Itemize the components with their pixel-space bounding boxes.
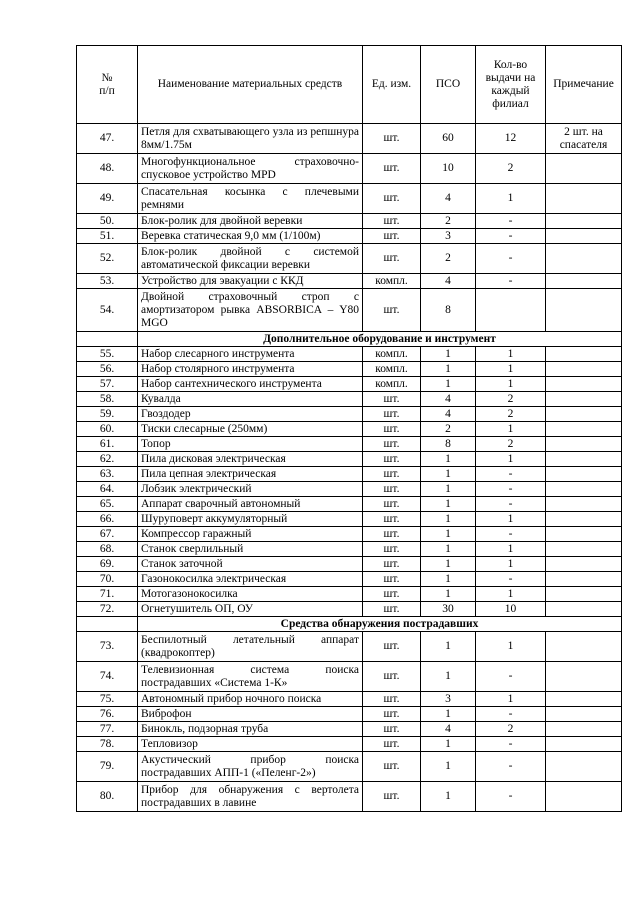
- item-name: Акустический прибор поиска пострадавших АПП-1 («Пеленг-2»): [138, 752, 363, 782]
- section-spacer-cell: [77, 617, 138, 632]
- pso-quantity: 10: [421, 154, 476, 184]
- pso-quantity: 1: [421, 632, 476, 662]
- branch-quantity: 2: [476, 722, 546, 737]
- row-number: 68.: [77, 542, 138, 557]
- item-name: Спасательная косынка с плечевыми ремнями: [138, 184, 363, 214]
- table-row: [77, 527, 622, 542]
- note: [546, 274, 622, 289]
- note: [546, 707, 622, 722]
- unit-of-measure: шт.: [363, 229, 421, 244]
- branch-quantity: 1: [476, 587, 546, 602]
- branch-quantity: 1: [476, 557, 546, 572]
- row-number: 77.: [77, 722, 138, 737]
- branch-quantity: 1: [476, 184, 546, 214]
- table-row: [77, 557, 622, 572]
- table-row: [77, 274, 622, 289]
- table-row: [77, 184, 622, 214]
- item-name: Устройство для эвакуации с ККД: [138, 274, 363, 289]
- note: [546, 214, 622, 229]
- pso-quantity: 8: [421, 437, 476, 452]
- note: [546, 347, 622, 362]
- note: [546, 289, 622, 332]
- table-row: [77, 542, 622, 557]
- pso-quantity: 4: [421, 184, 476, 214]
- pso-quantity: 1: [421, 662, 476, 692]
- row-number: 76.: [77, 707, 138, 722]
- note: [546, 722, 622, 737]
- pso-quantity: 4: [421, 407, 476, 422]
- pso-quantity: 4: [421, 392, 476, 407]
- row-number: 61.: [77, 437, 138, 452]
- table-row: [77, 392, 622, 407]
- branch-quantity: 1: [476, 422, 546, 437]
- branch-quantity: -: [476, 527, 546, 542]
- table-row: [77, 362, 622, 377]
- pso-quantity: 1: [421, 737, 476, 752]
- table-row: [77, 572, 622, 587]
- branch-quantity: [476, 289, 546, 332]
- unit-of-measure: шт.: [363, 737, 421, 752]
- table-body: [77, 124, 622, 812]
- row-number: 66.: [77, 512, 138, 527]
- branch-quantity: 1: [476, 452, 546, 467]
- row-number: 51.: [77, 229, 138, 244]
- equipment-table: [76, 45, 622, 812]
- pso-quantity: 1: [421, 527, 476, 542]
- row-number: 80.: [77, 782, 138, 812]
- item-name: Тепловизор: [138, 737, 363, 752]
- row-number: 59.: [77, 407, 138, 422]
- unit-of-measure: шт.: [363, 437, 421, 452]
- header-note: Примечание: [546, 46, 622, 124]
- note: [546, 362, 622, 377]
- item-name: Станок сверлильный: [138, 542, 363, 557]
- row-number: 49.: [77, 184, 138, 214]
- branch-quantity: -: [476, 467, 546, 482]
- unit-of-measure: шт.: [363, 124, 421, 154]
- pso-quantity: 1: [421, 347, 476, 362]
- row-number: 53.: [77, 274, 138, 289]
- table-row: [77, 347, 622, 362]
- branch-quantity: 1: [476, 362, 546, 377]
- section-spacer-cell: [77, 332, 138, 347]
- pso-quantity: 1: [421, 482, 476, 497]
- item-name: Кувалда: [138, 392, 363, 407]
- pso-quantity: 2: [421, 422, 476, 437]
- section-row: [77, 332, 622, 347]
- pso-quantity: 1: [421, 707, 476, 722]
- row-number: 78.: [77, 737, 138, 752]
- table-row: [77, 737, 622, 752]
- table-row: [77, 229, 622, 244]
- table-row: [77, 602, 622, 617]
- unit-of-measure: компл.: [363, 347, 421, 362]
- unit-of-measure: шт.: [363, 467, 421, 482]
- note: [546, 422, 622, 437]
- note: [546, 662, 622, 692]
- row-number: 56.: [77, 362, 138, 377]
- note: [546, 512, 622, 527]
- table-row: [77, 437, 622, 452]
- row-number: 50.: [77, 214, 138, 229]
- table-row: [77, 782, 622, 812]
- row-number: 60.: [77, 422, 138, 437]
- table-row: [77, 707, 622, 722]
- table-row: [77, 467, 622, 482]
- table-row: [77, 289, 622, 332]
- row-number: 73.: [77, 632, 138, 662]
- unit-of-measure: компл.: [363, 362, 421, 377]
- note: [546, 497, 622, 512]
- unit-of-measure: компл.: [363, 274, 421, 289]
- table-row: [77, 124, 622, 154]
- unit-of-measure: шт.: [363, 692, 421, 707]
- item-name: Шуруповерт аккумуляторный: [138, 512, 363, 527]
- item-name: Топор: [138, 437, 363, 452]
- branch-quantity: 2: [476, 437, 546, 452]
- branch-quantity: -: [476, 782, 546, 812]
- branch-quantity: 1: [476, 542, 546, 557]
- unit-of-measure: шт.: [363, 497, 421, 512]
- note: [546, 482, 622, 497]
- unit-of-measure: шт.: [363, 214, 421, 229]
- item-name: Пила дисковая электрическая: [138, 452, 363, 467]
- unit-of-measure: шт.: [363, 602, 421, 617]
- item-name: Лобзик электрический: [138, 482, 363, 497]
- section-title: Дополнительное оборудование и инструмент: [138, 332, 622, 347]
- note: [546, 467, 622, 482]
- header-unit: Ед. изм.: [363, 46, 421, 124]
- branch-quantity: 1: [476, 347, 546, 362]
- row-number: 54.: [77, 289, 138, 332]
- unit-of-measure: шт.: [363, 452, 421, 467]
- unit-of-measure: шт.: [363, 572, 421, 587]
- note: [546, 692, 622, 707]
- item-name: Автономный прибор ночного поиска: [138, 692, 363, 707]
- unit-of-measure: шт.: [363, 512, 421, 527]
- pso-quantity: 1: [421, 557, 476, 572]
- note: [546, 527, 622, 542]
- pso-quantity: 1: [421, 497, 476, 512]
- unit-of-measure: шт.: [363, 557, 421, 572]
- table-row: [77, 377, 622, 392]
- item-name: Огнетушитель ОП, ОУ: [138, 602, 363, 617]
- item-name: Бинокль, подзорная труба: [138, 722, 363, 737]
- row-number: 48.: [77, 154, 138, 184]
- note: [546, 407, 622, 422]
- pso-quantity: 8: [421, 289, 476, 332]
- unit-of-measure: шт.: [363, 527, 421, 542]
- item-name: Блок-ролик для двойной веревки: [138, 214, 363, 229]
- table-row: [77, 154, 622, 184]
- branch-quantity: -: [476, 274, 546, 289]
- pso-quantity: 2: [421, 214, 476, 229]
- unit-of-measure: шт.: [363, 392, 421, 407]
- unit-of-measure: шт.: [363, 707, 421, 722]
- pso-quantity: 1: [421, 572, 476, 587]
- row-number: 65.: [77, 497, 138, 512]
- branch-quantity: -: [476, 497, 546, 512]
- pso-quantity: 1: [421, 362, 476, 377]
- note: [546, 184, 622, 214]
- note: [546, 229, 622, 244]
- item-name: Станок заточной: [138, 557, 363, 572]
- item-name: Набор столярного инструмента: [138, 362, 363, 377]
- unit-of-measure: шт.: [363, 482, 421, 497]
- row-number: 52.: [77, 244, 138, 274]
- unit-of-measure: шт.: [363, 662, 421, 692]
- note: [546, 632, 622, 662]
- note: [546, 244, 622, 274]
- table-row: [77, 497, 622, 512]
- branch-quantity: 1: [476, 512, 546, 527]
- note: [546, 752, 622, 782]
- pso-quantity: 1: [421, 587, 476, 602]
- row-number: 79.: [77, 752, 138, 782]
- row-number: 71.: [77, 587, 138, 602]
- item-name: Блок-ролик двойной с системой автоматической фиксации веревки: [138, 244, 363, 274]
- table-row: [77, 482, 622, 497]
- branch-quantity: -: [476, 572, 546, 587]
- pso-quantity: 4: [421, 274, 476, 289]
- note: [546, 154, 622, 184]
- note: [546, 377, 622, 392]
- row-number: 72.: [77, 602, 138, 617]
- branch-quantity: 1: [476, 377, 546, 392]
- unit-of-measure: шт.: [363, 244, 421, 274]
- table-row: [77, 244, 622, 274]
- note: 2 шт. на спасателя: [546, 124, 622, 154]
- table-row: [77, 752, 622, 782]
- pso-quantity: 4: [421, 722, 476, 737]
- branch-quantity: -: [476, 244, 546, 274]
- unit-of-measure: шт.: [363, 289, 421, 332]
- branch-quantity: 10: [476, 602, 546, 617]
- header-pso: ПСО: [421, 46, 476, 124]
- item-name: Газонокосилка электрическая: [138, 572, 363, 587]
- note: [546, 542, 622, 557]
- header-qty: Кол-во выдачи на каждый филиал: [476, 46, 546, 124]
- item-name: Двойной страховочный строп с амортизатором рывка ABSORBICA – Y80 MGO: [138, 289, 363, 332]
- pso-quantity: 60: [421, 124, 476, 154]
- branch-quantity: -: [476, 737, 546, 752]
- pso-quantity: 1: [421, 782, 476, 812]
- table-row: [77, 512, 622, 527]
- unit-of-measure: компл.: [363, 377, 421, 392]
- branch-quantity: 2: [476, 154, 546, 184]
- pso-quantity: 1: [421, 542, 476, 557]
- pso-quantity: 3: [421, 229, 476, 244]
- section-title: Средства обнаружения пострадавших: [138, 617, 622, 632]
- item-name: Петля для схватывающего узла из репшнура 8мм/1.75м: [138, 124, 363, 154]
- branch-quantity: -: [476, 482, 546, 497]
- row-number: 47.: [77, 124, 138, 154]
- unit-of-measure: шт.: [363, 587, 421, 602]
- branch-quantity: -: [476, 229, 546, 244]
- item-name: Прибор для обнаружения с вертолета пострадавших в лавине: [138, 782, 363, 812]
- item-name: Пила цепная электрическая: [138, 467, 363, 482]
- unit-of-measure: шт.: [363, 782, 421, 812]
- row-number: 58.: [77, 392, 138, 407]
- item-name: Телевизионная система поиска пострадавших «Система 1-К»: [138, 662, 363, 692]
- item-name: Веревка статическая 9,0 мм (1/100м): [138, 229, 363, 244]
- row-number: 64.: [77, 482, 138, 497]
- row-number: 67.: [77, 527, 138, 542]
- note: [546, 392, 622, 407]
- branch-quantity: 2: [476, 392, 546, 407]
- table-row: [77, 214, 622, 229]
- branch-quantity: -: [476, 752, 546, 782]
- row-number: 75.: [77, 692, 138, 707]
- header-num: № п/п: [77, 46, 138, 124]
- item-name: Многофункциональное страховочно-спусковое устройство MPD: [138, 154, 363, 184]
- item-name: Беспилотный летательный аппарат (квадрокоптер): [138, 632, 363, 662]
- pso-quantity: 1: [421, 452, 476, 467]
- item-name: Мотогазонокосилка: [138, 587, 363, 602]
- branch-quantity: 1: [476, 632, 546, 662]
- row-number: 69.: [77, 557, 138, 572]
- branch-quantity: -: [476, 214, 546, 229]
- table-row: [77, 692, 622, 707]
- row-number: 74.: [77, 662, 138, 692]
- table-row: [77, 662, 622, 692]
- table-row: [77, 632, 622, 662]
- unit-of-measure: шт.: [363, 407, 421, 422]
- note: [546, 737, 622, 752]
- note: [546, 587, 622, 602]
- unit-of-measure: шт.: [363, 422, 421, 437]
- branch-quantity: 12: [476, 124, 546, 154]
- item-name: Виброфон: [138, 707, 363, 722]
- item-name: Аппарат сварочный автономный: [138, 497, 363, 512]
- item-name: Набор сантехнического инструмента: [138, 377, 363, 392]
- row-number: 57.: [77, 377, 138, 392]
- section-row: [77, 617, 622, 632]
- row-number: 55.: [77, 347, 138, 362]
- pso-quantity: 3: [421, 692, 476, 707]
- branch-quantity: -: [476, 662, 546, 692]
- pso-quantity: 30: [421, 602, 476, 617]
- note: [546, 782, 622, 812]
- pso-quantity: 1: [421, 467, 476, 482]
- unit-of-measure: шт.: [363, 154, 421, 184]
- unit-of-measure: шт.: [363, 752, 421, 782]
- item-name: Набор слесарного инструмента: [138, 347, 363, 362]
- unit-of-measure: шт.: [363, 632, 421, 662]
- branch-quantity: 1: [476, 692, 546, 707]
- note: [546, 452, 622, 467]
- item-name: Гвоздодер: [138, 407, 363, 422]
- item-name: Компрессор гаражный: [138, 527, 363, 542]
- pso-quantity: 1: [421, 377, 476, 392]
- unit-of-measure: шт.: [363, 722, 421, 737]
- pso-quantity: 1: [421, 752, 476, 782]
- pso-quantity: 1: [421, 512, 476, 527]
- row-number: 63.: [77, 467, 138, 482]
- row-number: 70.: [77, 572, 138, 587]
- note: [546, 557, 622, 572]
- row-number: 62.: [77, 452, 138, 467]
- branch-quantity: -: [476, 707, 546, 722]
- unit-of-measure: шт.: [363, 542, 421, 557]
- table-row: [77, 587, 622, 602]
- note: [546, 572, 622, 587]
- note: [546, 602, 622, 617]
- note: [546, 437, 622, 452]
- pso-quantity: 2: [421, 244, 476, 274]
- table-header-row: [77, 46, 622, 124]
- branch-quantity: 2: [476, 407, 546, 422]
- table-row: [77, 452, 622, 467]
- table-row: [77, 407, 622, 422]
- table-row: [77, 722, 622, 737]
- table-row: [77, 422, 622, 437]
- item-name: Тиски слесарные (250мм): [138, 422, 363, 437]
- header-name: Наименование материальных средств: [138, 46, 363, 124]
- unit-of-measure: шт.: [363, 184, 421, 214]
